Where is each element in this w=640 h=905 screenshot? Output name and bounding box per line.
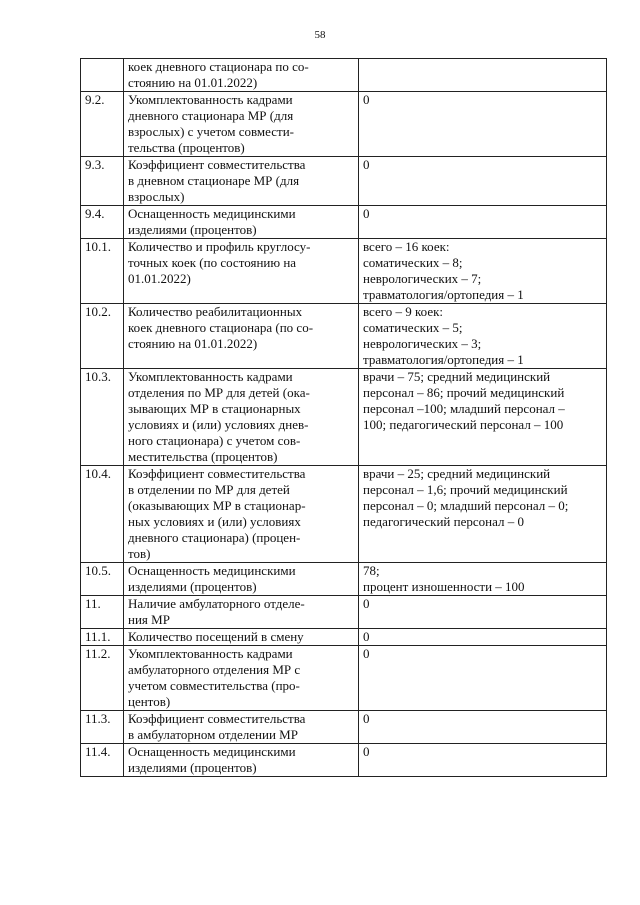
indicator-name-line: Укомплектованность кадрами — [128, 92, 293, 107]
table-row — [81, 92, 607, 157]
indicator-name-line: Оснащенность медицинскими — [128, 744, 296, 759]
indicator-name-line: в дневном стационаре МР (для — [128, 173, 300, 188]
table-row — [81, 596, 607, 629]
indicator-name-line: стоянию на 01.01.2022) — [128, 75, 258, 90]
indicator-name — [124, 157, 359, 206]
indicator-value — [359, 744, 607, 777]
indicator-name — [124, 711, 359, 744]
indicator-name-line: (оказывающих МР в стационар- — [128, 498, 306, 513]
table-row — [81, 744, 607, 777]
indicator-name — [124, 206, 359, 239]
indicator-name-line: коек дневного стационара по со- — [128, 59, 309, 74]
table-row — [81, 711, 607, 744]
row-number: 11.3. — [81, 711, 124, 744]
indicator-name-line: местительства (процентов) — [128, 449, 278, 464]
indicator-name-line: точных коек (по состоянию на — [128, 255, 297, 270]
indicator-name-line: ния МР — [128, 612, 170, 627]
indicator-value-line: всего – 16 коек: — [363, 239, 450, 254]
indicator-name-line: центов) — [128, 694, 171, 709]
indicator-value — [359, 596, 607, 629]
indicator-value — [359, 304, 607, 369]
indicator-name — [124, 596, 359, 629]
row-number: 9.2. — [81, 92, 124, 157]
indicator-name-line: зывающих МР в стационарных — [128, 401, 301, 416]
indicator-name-line: изделиями (процентов) — [128, 579, 257, 594]
indicator-name — [124, 646, 359, 711]
indicator-name — [124, 629, 359, 646]
indicator-name-line: Наличие амбулаторного отделе- — [128, 596, 305, 611]
indicator-value-line: 0 — [363, 157, 370, 172]
row-number: 9.4. — [81, 206, 124, 239]
indicator-value-line: процент изношенности – 100 — [363, 579, 525, 594]
table-row — [81, 466, 607, 563]
indicator-name — [124, 59, 359, 92]
indicator-name — [124, 369, 359, 466]
indicator-name-line: условиях и (или) условиях днев- — [128, 417, 309, 432]
indicator-value — [359, 369, 607, 466]
indicator-value-line: 100; педагогический персонал – 100 — [363, 417, 564, 432]
indicator-value — [359, 646, 607, 711]
indicator-name-line: ных условиях и (или) условиях — [128, 514, 301, 529]
row-number: 11. — [81, 596, 124, 629]
indicator-name-line: в амбулаторном отделении МР — [128, 727, 298, 742]
indicator-value-line: персонал – 0; младший персонал – 0; — [363, 498, 569, 513]
indicator-name-line: Количество посещений в смену — [128, 629, 304, 644]
indicator-name-line: Количество и профиль круглосу- — [128, 239, 311, 254]
indicator-value — [359, 206, 607, 239]
page-number: 58 — [314, 29, 326, 41]
indicator-name — [124, 92, 359, 157]
row-number — [81, 59, 124, 92]
indicator-value — [359, 629, 607, 646]
table-row — [81, 59, 607, 92]
indicator-value-line: неврологических – 3; — [363, 336, 482, 351]
indicator-name-line: Количество реабилитационных — [128, 304, 303, 319]
indicator-name-line: 01.01.2022) — [128, 271, 191, 286]
indicator-name-line: Коэффициент совместительства — [128, 157, 306, 172]
row-number: 10.3. — [81, 369, 124, 466]
indicator-name-line: дневного стационара МР (для — [128, 108, 294, 123]
indicator-name-line: изделиями (процентов) — [128, 222, 257, 237]
table-row — [81, 157, 607, 206]
table-row — [81, 563, 607, 596]
indicator-name-line: Укомплектованность кадрами — [128, 646, 293, 661]
indicator-value-line: 0 — [363, 629, 370, 644]
indicator-value-line: соматических – 5; — [363, 320, 463, 335]
row-number: 10.2. — [81, 304, 124, 369]
indicator-value — [359, 239, 607, 304]
indicator-name-line: амбулаторного отделения МР с — [128, 662, 301, 677]
indicator-name-line: ного стационара) с учетом сов- — [128, 433, 301, 448]
indicator-name-line: тов) — [128, 546, 151, 561]
indicator-value-line: 78; — [363, 563, 380, 578]
indicator-value-line: педагогический персонал – 0 — [363, 514, 524, 529]
indicator-value — [359, 92, 607, 157]
indicator-value-line: соматических – 8; — [363, 255, 463, 270]
indicator-value-line: 0 — [363, 646, 370, 661]
table-row — [81, 369, 607, 466]
indicator-value-line: 0 — [363, 92, 370, 107]
indicator-value-line: травматология/ортопедия – 1 — [363, 352, 524, 367]
indicator-name-line: Оснащенность медицинскими — [128, 563, 296, 578]
indicator-name — [124, 304, 359, 369]
table-row — [81, 304, 607, 369]
indicator-name-line: Оснащенность медицинскими — [128, 206, 296, 221]
row-number: 10.4. — [81, 466, 124, 563]
table-row — [81, 206, 607, 239]
indicator-name-line: взрослых) с учетом совмести- — [128, 124, 294, 139]
indicator-name — [124, 239, 359, 304]
row-number: 11.1. — [81, 629, 124, 646]
indicator-value-line: всего – 9 коек: — [363, 304, 444, 319]
table-body — [81, 59, 607, 777]
indicator-name-line: Укомплектованность кадрами — [128, 369, 293, 384]
row-number: 9.3. — [81, 157, 124, 206]
indicator-value-line: 0 — [363, 744, 370, 759]
indicator-table — [80, 58, 607, 777]
indicator-value-line: 0 — [363, 596, 370, 611]
indicator-value — [359, 563, 607, 596]
row-number: 10.5. — [81, 563, 124, 596]
indicator-value-line: врачи – 75; средний медицинский — [363, 369, 551, 384]
indicator-value-line: врачи – 25; средний медицинский — [363, 466, 551, 481]
indicator-value-line: 0 — [363, 206, 370, 221]
row-number: 11.2. — [81, 646, 124, 711]
indicator-value — [359, 59, 607, 92]
indicator-value — [359, 711, 607, 744]
indicator-value-line: неврологических – 7; — [363, 271, 482, 286]
indicator-name-line: дневного стационара) (процен- — [128, 530, 301, 545]
indicator-name-line: взрослых) — [128, 189, 185, 204]
indicator-name-line: изделиями (процентов) — [128, 760, 257, 775]
table-row — [81, 646, 607, 711]
indicator-name-line: тельства (процентов) — [128, 140, 245, 155]
indicator-value — [359, 157, 607, 206]
table-row — [81, 239, 607, 304]
indicator-name — [124, 563, 359, 596]
indicator-value-line: травматология/ортопедия – 1 — [363, 287, 524, 302]
indicator-value-line: персонал – 86; прочий медицинский — [363, 385, 565, 400]
indicator-name-line: Коэффициент совместительства — [128, 711, 306, 726]
indicator-name-line: учетом совместительства (про- — [128, 678, 300, 693]
indicator-value-line: персонал – 1,6; прочий медицинский — [363, 482, 568, 497]
indicator-name — [124, 466, 359, 563]
indicator-value-line: персонал –100; младший персонал – — [363, 401, 565, 416]
table-row — [81, 629, 607, 646]
indicator-name-line: в отделении по МР для детей — [128, 482, 290, 497]
indicator-name-line: отделения по МР для детей (ока- — [128, 385, 310, 400]
indicator-name-line: Коэффициент совместительства — [128, 466, 306, 481]
indicator-name — [124, 744, 359, 777]
indicator-name-line: коек дневного стационара (по со- — [128, 320, 314, 335]
indicator-value-line: 0 — [363, 711, 370, 726]
indicator-name-line: стоянию на 01.01.2022) — [128, 336, 258, 351]
indicator-value — [359, 466, 607, 563]
row-number: 10.1. — [81, 239, 124, 304]
row-number: 11.4. — [81, 744, 124, 777]
